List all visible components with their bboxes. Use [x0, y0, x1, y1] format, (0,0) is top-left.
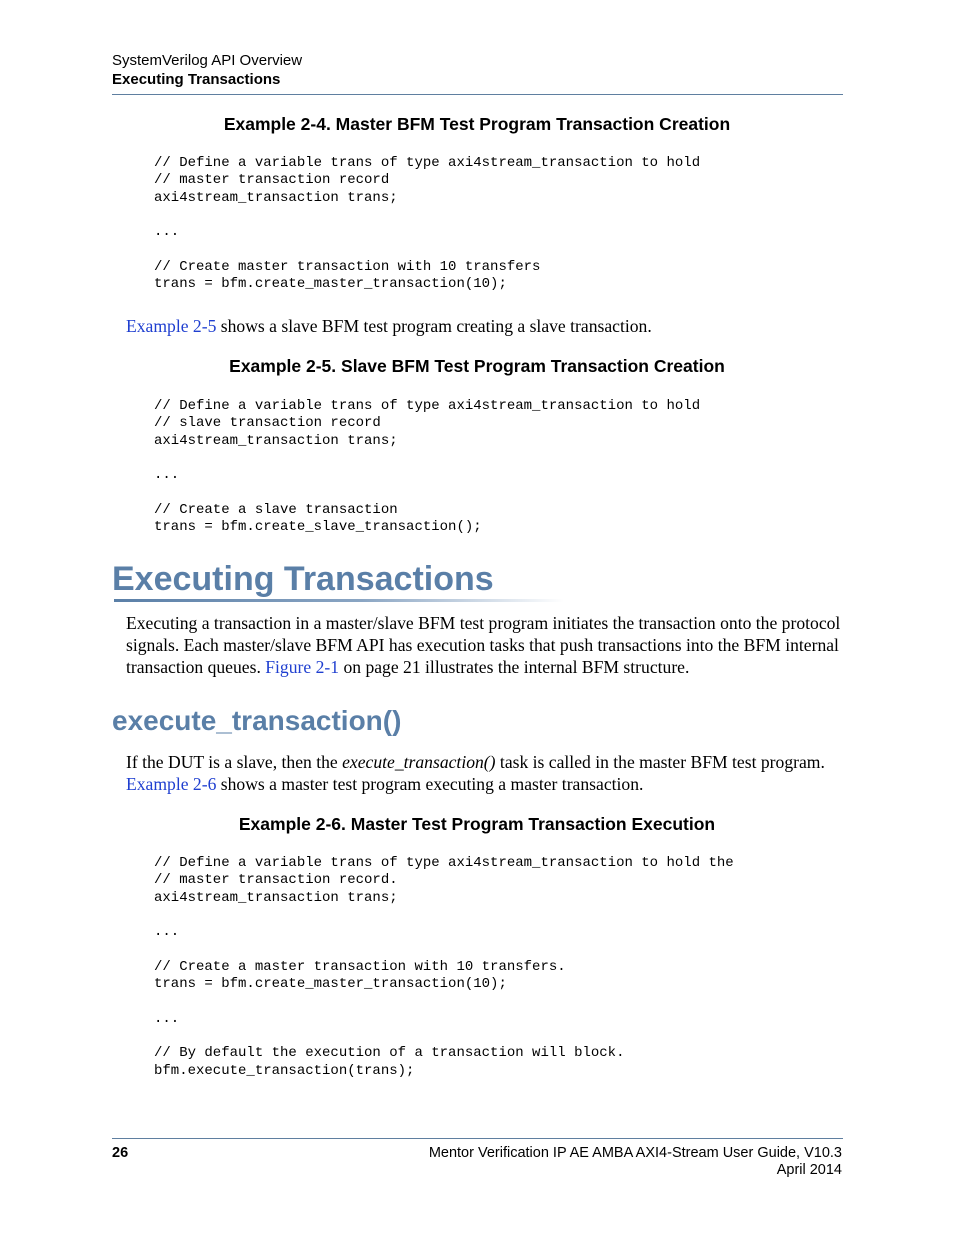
running-header-section: SystemVerilog API Overview: [112, 52, 303, 69]
example-2-5-intro-paragraph: Example 2-5 shows a slave BFM test program creating a slave transaction.: [126, 316, 652, 336]
example-2-6-title: Example 2-6. Master Test Program Transaction Execution: [238, 814, 716, 834]
running-header-subsection: Executing Transactions: [112, 71, 281, 88]
example-2-4-code: // Define a variable trans of type axi4stream_transaction to hold // master transaction record axi4stream_transaction trans; ... // Create master transaction with 10 transfers trans = bfm.create_master_transaction(10);: [154, 155, 701, 293]
section-heading-rule: [114, 599, 564, 602]
footer-rule: [112, 1138, 843, 1139]
section-heading: Executing Transactions: [112, 560, 494, 598]
example-2-5-code: // Define a variable trans of type axi4stream_transaction to hold // slave transaction record axi4stream_transaction trans; ... // Create a slave transaction trans = bfm.create_slave_transaction();: [154, 398, 701, 536]
footer-date: April 2014: [776, 1162, 842, 1178]
footer-guide-title: Mentor Verification IP AE AMBA AXI4-Stream User Guide, V10.3: [428, 1145, 842, 1161]
page-number: 26: [112, 1145, 129, 1161]
example-2-6-code: // Define a variable trans of type axi4stream_transaction to hold the // master transaction record. axi4stream_transaction trans; ... // Create a master transaction with 10 transfers. trans = bfm.create_master_transaction(10); ... // By default the execution of a transaction will block. bfm.execute_transaction(trans);: [154, 855, 734, 1079]
header-rule: [112, 94, 843, 95]
example-2-5-title: Example 2-5. Slave BFM Test Program Transaction Creation: [229, 356, 725, 376]
example-2-6-link[interactable]: Example 2-6: [126, 774, 217, 794]
figure-2-1-link[interactable]: Figure 2-1: [265, 657, 340, 677]
example-2-4-title: Example 2-4. Master BFM Test Program Transaction Creation: [223, 114, 731, 134]
execute-transaction-term: execute_transaction(): [342, 752, 496, 772]
example-2-5-link[interactable]: Example 2-5: [126, 316, 217, 336]
execute-transaction-paragraph: If the DUT is a slave, then the execute_transaction() task is called in the master BFM test program. Example 2-6 shows a master test program executing a master transaction.: [126, 752, 825, 794]
subsection-heading: execute_transaction(): [112, 705, 402, 736]
executing-transactions-paragraph: Executing a transaction in a master/slave BFM test program initiates the transaction onto the protocol signals. Each master/slave BFM API has execution tasks that push transactions into the BFM internal transaction queues. Figure 2-1 on page 21 illustrates the internal BFM structure.: [126, 613, 841, 677]
